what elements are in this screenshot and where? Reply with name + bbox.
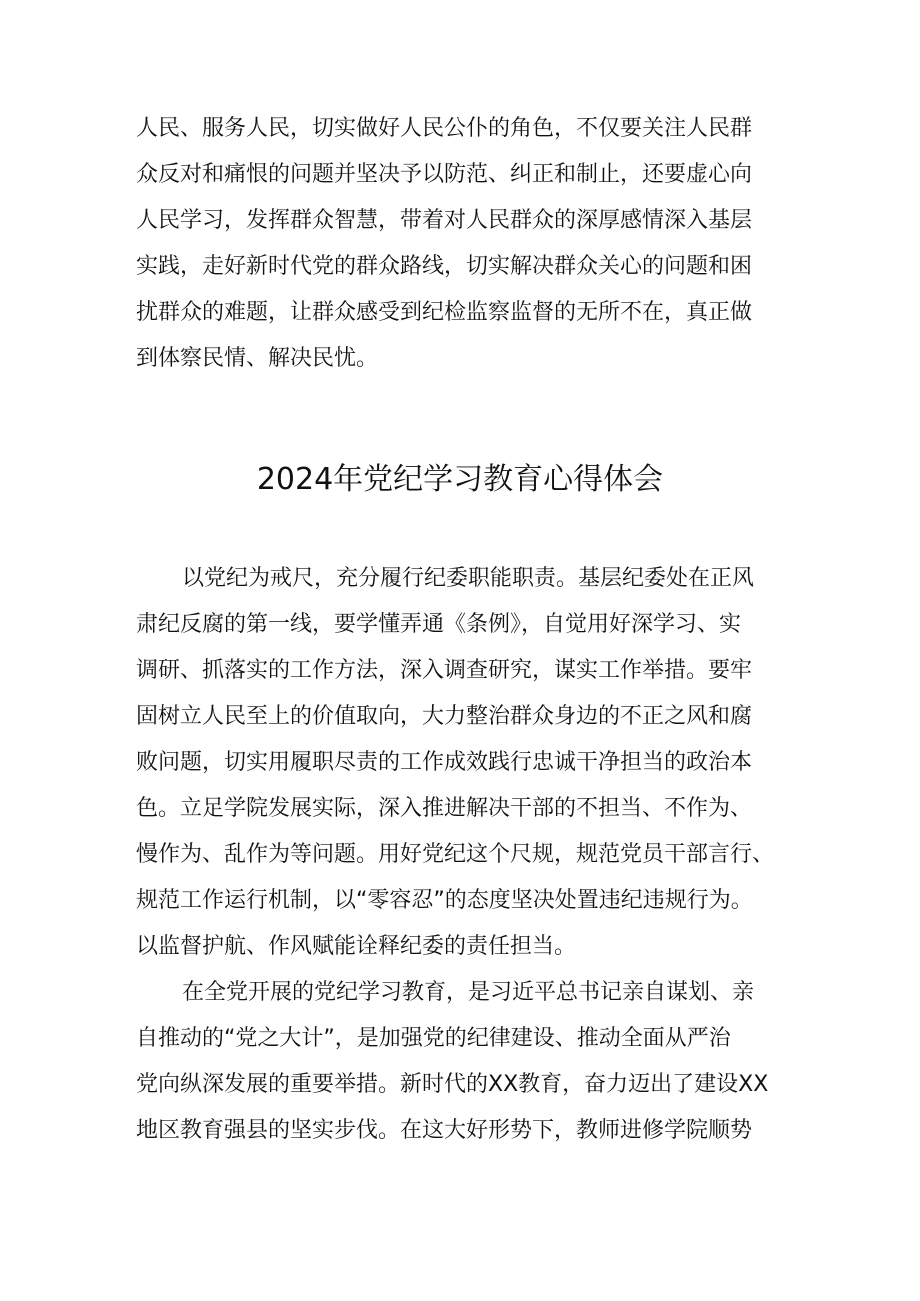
paragraph-line: 到体察民情、解决民忧。 — [136, 346, 379, 371]
paragraph-1 — [136, 556, 792, 970]
paragraph-line: 固树立人民至上的价值取向，大力整治群众身边的不正之风和腐 — [136, 704, 753, 729]
paragraph-line: 以监督护航、作风赋能诠释纪委的责任担当。 — [136, 934, 577, 959]
paragraph-line: 扰群众的难题，让群众感受到纪检监察监督的无所不在，真正做 — [136, 300, 753, 325]
paragraph-line: 肃纪反腐的第一线，要学懂弄通《条例》，自觉用好深学习、实 — [136, 612, 742, 637]
paragraph-2 — [136, 970, 792, 1154]
paragraph-line: 实践，走好新时代党的群众路线，切实解决群众关心的问题和困 — [136, 254, 753, 279]
paragraph-line: 党向纵深发展的重要举措。新时代的XX教育，奋力迈出了建设XX — [136, 1072, 769, 1097]
continued-paragraph — [136, 106, 792, 382]
paragraph-line: 色。立足学院发展实际，深入推进解决干部的不担当、不作为、 — [136, 796, 753, 821]
paragraph-line: 在全党开展的党纪学习教育，是习近平总书记亲自谋划、亲 — [182, 980, 755, 1005]
paragraph-line: 人民、服务人民，切实做好人民公仆的角色，不仅要关注人民群 — [136, 116, 753, 141]
paragraph-line: 调研、抓落实的工作方法，深入调查研究，谋实工作举措。要牢 — [136, 658, 753, 683]
document-title: 2024年党纪学习教育心得体会 — [256, 462, 664, 497]
paragraph-line: 败问题，切实用履职尽责的工作成效践行忠诚干净担当的政治本 — [136, 750, 753, 775]
paragraph-line: 众反对和痛恨的问题并坚决予以防范、纠正和制止，还要虚心向 — [136, 162, 753, 187]
paragraph-line: 地区教育强县的坚实步伐。在这大好形势下，教师进修学院顺势 — [136, 1118, 753, 1143]
paragraph-line: 人民学习，发挥群众智慧，带着对人民群众的深厚感情深入基层 — [136, 208, 753, 233]
paragraph-line: 以党纪为戒尺，充分履行纪委职能职责。基层纪委处在正风 — [182, 566, 755, 591]
paragraph-line: 慢作为、乱作为等问题。用好党纪这个尺规，规范党员干部言行、 — [136, 842, 775, 867]
paragraph-line: 自推动的“党之大计”，是加强党的纪律建设、推动全面从严治 — [136, 1026, 731, 1051]
paragraph-line: 规范工作运行机制，以“零容忍”的态度坚决处置违纪违规行为。 — [136, 888, 753, 913]
